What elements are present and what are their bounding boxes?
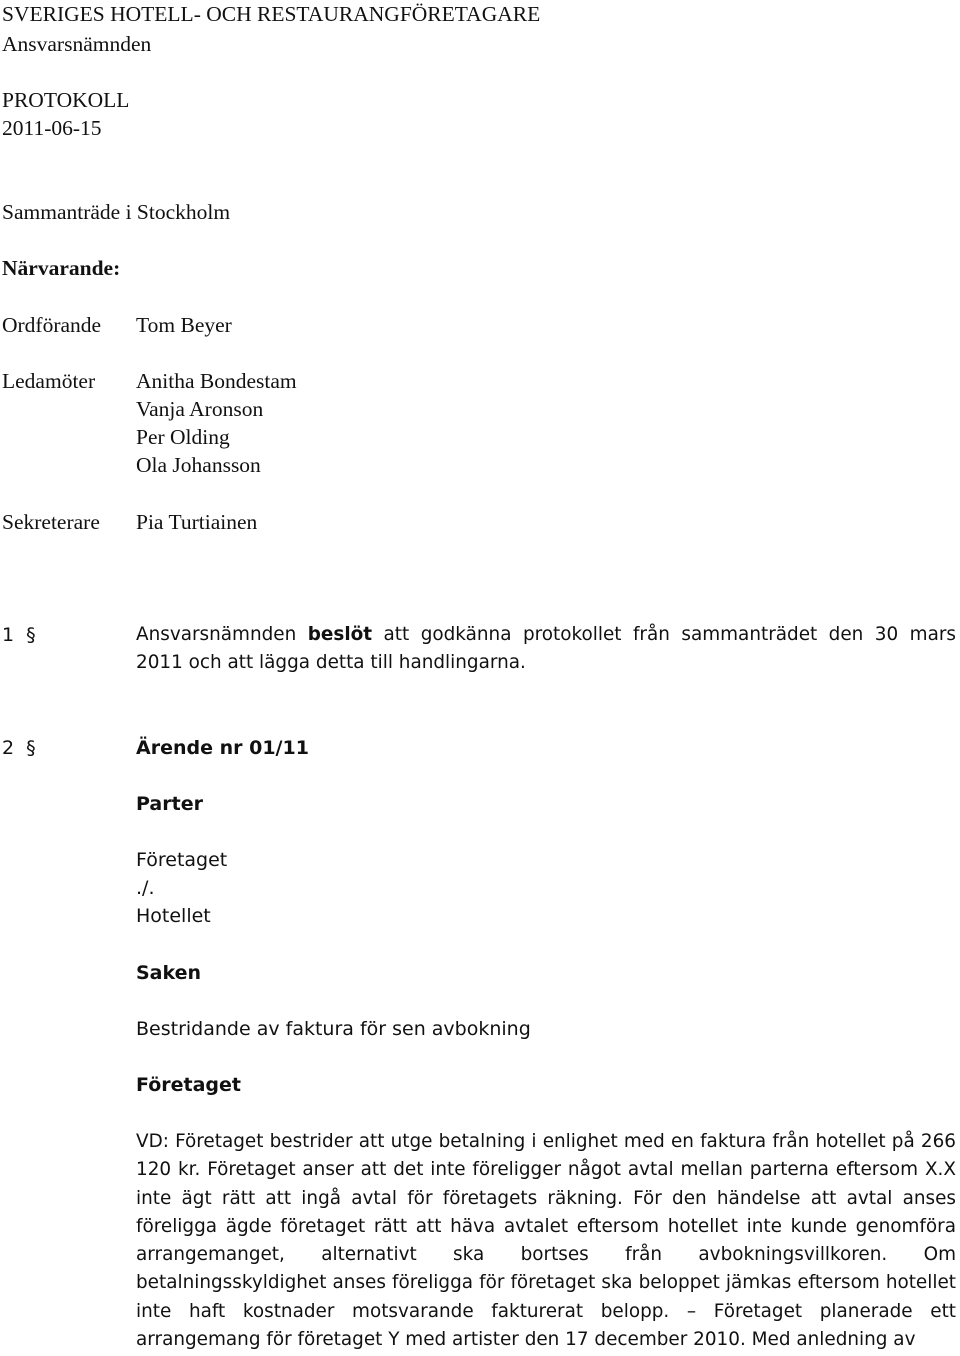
document-date: 2011-06-15 bbox=[2, 116, 102, 140]
item-number-value: 1 bbox=[2, 624, 15, 646]
member-name: Ola Johansson bbox=[136, 453, 261, 477]
document-type: PROTOKOLL bbox=[2, 88, 130, 112]
company-heading: Företaget bbox=[136, 1074, 241, 1096]
item-1-text-before: Ansvarsnämnden bbox=[136, 624, 308, 645]
committee-name: Ansvarsnämnden bbox=[2, 32, 152, 56]
attendance-heading: Närvarande: bbox=[2, 256, 121, 280]
matter-text: Bestridande av faktura för sen avbokning bbox=[136, 1018, 531, 1040]
chair-label: Ordförande bbox=[2, 313, 102, 337]
member-name: Anitha Bondestam bbox=[136, 369, 297, 393]
item-number bbox=[2, 621, 36, 649]
company-statement: VD: Företaget bestrider att utge betalning i enlighet med en faktura från hotellet på 266 120 kr. Företaget anser att det inte föreligger något avtal mellan parterna eftersom X.X inte ägt rätt att ingå avtal för företagets räkning. För den händelse att avtal anses föreligga ägde företaget rätt att häva avtalet eftersom hotellet inte kunde genomföra arrangemanget, alternativt ska bortses från avbokningsvillkoren. Om betalningsskyldighet anses föreligga för företaget ska beloppet jämkas eftersom hotellet inte haft kostnader motsvarande fakturerat belopp. – Företaget planerade ett arrangemang för företaget Y med artister den 17 december 2010. Med anledning av bbox=[136, 1131, 956, 1351]
case-title: Ärende nr 01/11 bbox=[136, 737, 309, 759]
meeting-location: Sammanträde i Stockholm bbox=[2, 200, 231, 224]
members-label: Ledamöter bbox=[2, 369, 96, 393]
member-name: Vanja Aronson bbox=[136, 397, 264, 421]
section-symbol-icon: § bbox=[26, 624, 36, 646]
party-company: Företaget bbox=[136, 849, 228, 871]
item-number bbox=[2, 734, 36, 762]
matter-heading: Saken bbox=[136, 962, 202, 984]
secretary-name: Pia Turtiainen bbox=[136, 510, 258, 534]
item-1-text-after: att godkänna protokollet från sammanträdet den 30 mars 2011 och att lägga detta till handlingarna. bbox=[136, 624, 956, 674]
party-hotel: Hotellet bbox=[136, 905, 211, 927]
secretary-label: Sekreterare bbox=[2, 510, 100, 534]
chair-name: Tom Beyer bbox=[136, 313, 232, 337]
organization-name: SVERIGES HOTELL- OCH RESTAURANGFÖRETAGARE bbox=[2, 2, 541, 26]
section-symbol-icon: § bbox=[26, 737, 36, 759]
member-name: Per Olding bbox=[136, 425, 230, 449]
parties-heading: Parter bbox=[136, 793, 203, 815]
item-1-decision-verb: beslöt bbox=[307, 624, 373, 645]
item-number-value: 2 bbox=[2, 737, 15, 759]
versus-mark: ./. bbox=[136, 877, 155, 899]
item-1-decision bbox=[136, 621, 956, 678]
